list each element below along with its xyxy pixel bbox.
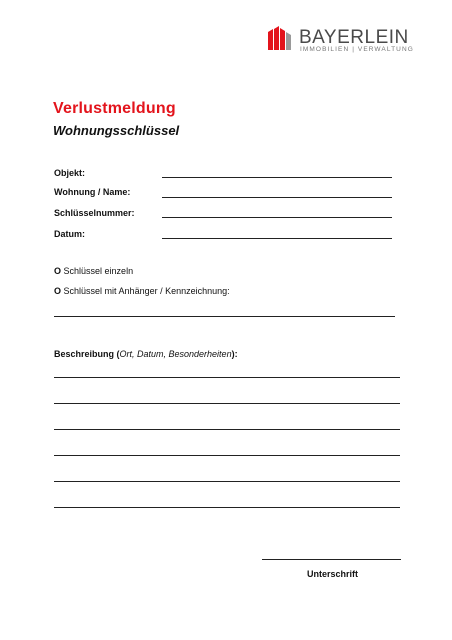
page-title: Verlustmeldung <box>53 100 176 117</box>
field-label-objekt: Objekt: <box>54 168 86 178</box>
logo-name: BAYERLEIN <box>299 27 409 48</box>
field-label-schluesselnummer: Schlüsselnummer: <box>54 208 135 218</box>
field-line-wohnung-name[interactable] <box>162 197 392 198</box>
field-line-schluesselnummer[interactable] <box>162 217 392 218</box>
option-single-label: Schlüssel einzeln <box>63 266 134 276</box>
description-open-paren: ( <box>114 349 120 359</box>
page-subtitle: Wohnungsschlüssel <box>53 123 180 138</box>
description-title: Beschreibung <box>54 349 115 359</box>
option-single-key[interactable] <box>54 266 133 276</box>
option-tagged-marker: O <box>54 286 62 296</box>
description-line-6[interactable] <box>54 507 400 508</box>
building-logo-icon <box>267 26 293 50</box>
signature-label: Unterschrift <box>307 569 359 579</box>
description-hint: Ort, Datum, Besonderheiten <box>119 349 232 359</box>
option-tagged-key[interactable] <box>54 286 230 296</box>
field-line-datum[interactable] <box>162 238 392 239</box>
signature-line[interactable] <box>262 559 401 560</box>
description-line-5[interactable] <box>54 481 400 482</box>
description-line-1[interactable] <box>54 377 400 378</box>
option-single-marker: O <box>54 266 62 276</box>
field-label-wohnung-name: Wohnung / Name: <box>54 187 131 197</box>
description-label <box>54 349 238 359</box>
company-logo <box>267 26 414 56</box>
field-line-objekt[interactable] <box>162 177 392 178</box>
description-line-4[interactable] <box>54 455 400 456</box>
tagged-description-line[interactable] <box>54 316 395 317</box>
option-tagged-label: Schlüssel mit Anhänger / Kennzeichnung: <box>63 286 230 296</box>
description-line-3[interactable] <box>54 429 400 430</box>
description-line-2[interactable] <box>54 403 400 404</box>
field-label-datum: Datum: <box>54 229 85 239</box>
logo-tagline: IMMOBILIEN | VERWALTUNG <box>300 46 414 53</box>
description-close-paren: ): <box>231 349 238 359</box>
